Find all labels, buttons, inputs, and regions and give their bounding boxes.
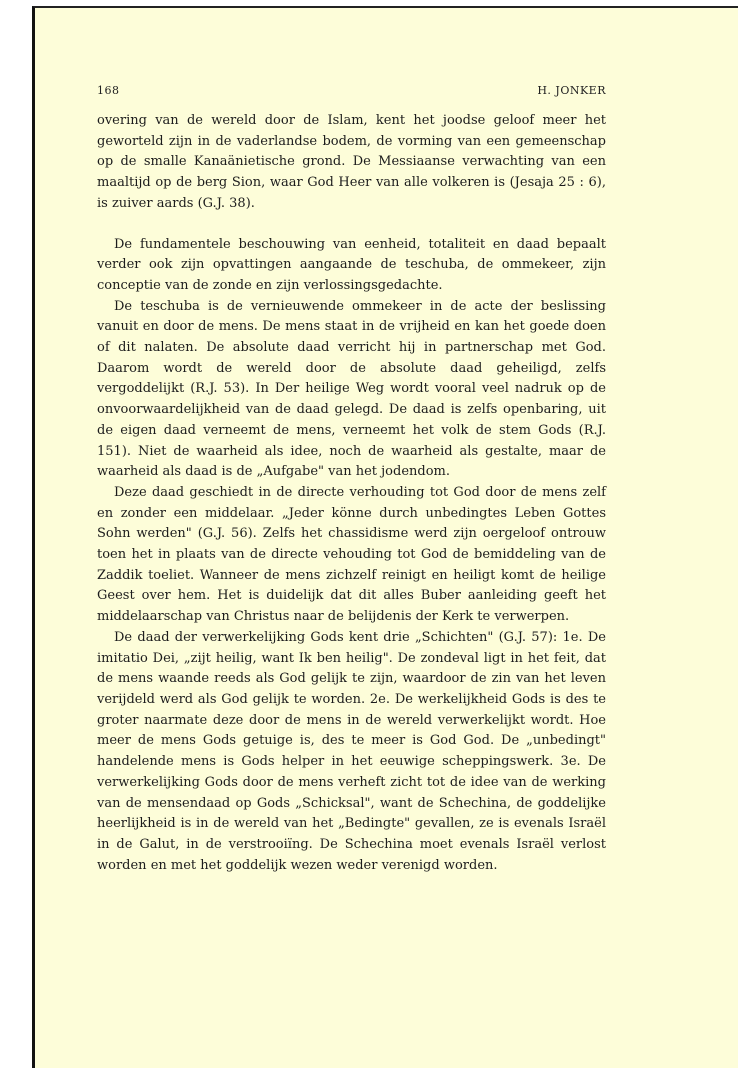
page-header	[97, 84, 606, 97]
paragraph: De teschuba is de vernieuwende ommekeer in de acte der beslissing vanuit en door de mens. De mens staat in de vrijheid en kan het goede doen of dit nalaten. De absolute daad verricht hij in partnerschap met God. Daarom wordt de wereld door de absolute daad geheiligd, zelfs vergoddelijkt (R.J. 53). In Der heilige Weg wordt vooral veel nadruk op de onvoorwaardelijkheid van de daad gelegd. De daad is zelfs openbaring, uit de eigen daad verneemt de mens, verneemt het volk de stem Gods (R.J. 151). Niet de waarheid als idee, noch de waarheid als gestalte, maar de waarheid als daad is de „Aufgabe" van het jodendom.	[97, 298, 606, 480]
running-head: H. JONKER	[537, 84, 606, 97]
paragraph: Deze daad geschiedt in de directe verhouding tot God door de mens zelf en zonder een middelaar. „Jeder könne durch unbedingtes Leben Gottes Sohn werden" (G.J. 56). Zelfs het chassidisme werd zijn oergeloof ontrouw toen het in plaats van de directe vehouding tot God de bemiddeling van de Zaddik toeliet. Wanneer de mens zichzelf reinigt en heiligt komt de heilige Geest over hem. Het is duidelijk dat dit alles Buber aanleiding geeft het middelaarschap van Christus naar de belijdenis der Kerk te verwerpen.	[97, 484, 606, 625]
paragraph: overing van de wereld door de Islam, kent het joodse geloof meer het geworteld zijn in de vaderlandse bodem, de vorming van een gemeenschap op de smalle Kanaänietische grond. De Messiaanse verwachting van een maaltijd op de berg Sion, waar God Heer van alle volkeren is (Jesaja 25 : 6), is zuiver aards (G.J. 38).	[97, 113, 606, 211]
paragraph: De daad der verwerkelijking Gods kent drie „Schichten" (G.J. 57): 1e. De imitatio Dei, „zijt heilig, want Ik ben heilig". De zondeval ligt in het feit, dat de mens waande reeds als God gelijk te zijn, waardoor de zin van het leven verijdeld werd als God gelijk te worden. 2e. De werkelijkheid Gods is des te groter naarmate deze door de mens in de wereld verwerkelijkt wordt. Hoe meer de mens Gods getuige is, des te meer is God God. De „unbedingt" handelende mens is Gods helper in het eeuwige scheppingswerk. 3e. De verwerkelijking Gods door de mens verheft zicht tot de idee van de werking van de mensendaad op Gods „Schicksal", want de Schechina, de goddelijke heerlijkheid is in de wereld van het „Bedingte" gevallen, ze is evenals Israël in de Galut, in de verstrooiïng. De Schechina moet evenals Israël verlost worden en met het goddelijk wezen weder verenigd worden.	[97, 629, 606, 873]
body-text	[97, 111, 606, 876]
page-number: 168	[97, 84, 120, 97]
paragraph: De fundamentele beschouwing van eenheid, totaliteit en daad bepaalt verder ook zijn opvattingen aangaande de teschuba, de ommekeer, zijn conceptie van de zonde en zijn verlossingsgedachte.	[97, 236, 606, 293]
